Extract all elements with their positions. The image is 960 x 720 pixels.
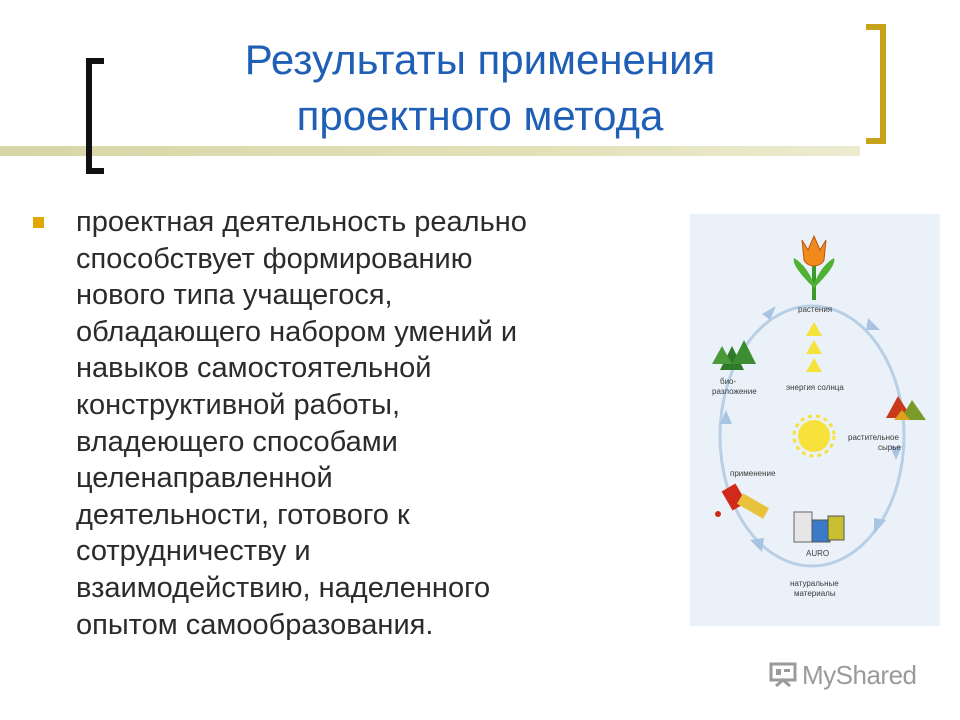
watermark [768, 660, 938, 690]
paint-cans-icon [794, 512, 844, 542]
watermark-text: MyShared [802, 660, 917, 690]
label-plants: растения [798, 305, 833, 314]
sun-icon [794, 416, 834, 456]
body-line: проектная деятельность реально [76, 206, 527, 238]
label-sun-energy: энергия солнца [786, 383, 844, 392]
lifecycle-diagram-svg [690, 214, 940, 626]
paint-brush-icon [715, 483, 769, 518]
presentation-board-icon [768, 662, 798, 688]
label-brand: AURO [806, 549, 830, 558]
body-line: конструктивной работы, [76, 388, 401, 421]
sun-ray-triangle-icon [806, 358, 822, 372]
body-line: опытом самообразования. [76, 608, 434, 641]
trees-icon [712, 340, 756, 370]
right-bracket-decoration [866, 24, 886, 144]
label-raw-1: растительное [848, 433, 899, 442]
label-application: применение [730, 469, 776, 478]
body-line: обладающего набором умений и [76, 315, 518, 348]
bullet-text [76, 204, 676, 643]
title-underline [0, 146, 860, 156]
lifecycle-diagram [690, 214, 940, 626]
bullet-square-icon [33, 217, 44, 228]
sun-ray-triangle-icon [806, 340, 822, 354]
slide-title [130, 32, 830, 144]
body-line: целенаправленной [76, 462, 333, 495]
body-line: навыков самостоятельной [76, 352, 432, 385]
flower-icon [794, 236, 835, 300]
title-line-1: Результаты применения [244, 36, 716, 83]
left-bracket-decoration [86, 58, 104, 174]
cycle-arrow-icon [874, 518, 886, 534]
body-line: нового типа учащегося, [76, 279, 393, 312]
body-line: владеющего способами [76, 425, 398, 458]
body-line: взаимодействию, наделенного [76, 571, 491, 604]
body-line: деятельности, готового к [76, 498, 410, 531]
label-bio-2: разложение [712, 387, 757, 396]
label-natural-2: материалы [794, 589, 836, 598]
body-line: способствует формированию [76, 242, 473, 275]
label-raw-2: сырье [878, 443, 901, 452]
title-line-2: проектного метода [296, 92, 664, 139]
sun-ray-triangle-icon [806, 322, 822, 336]
cycle-arrow-icon [750, 538, 764, 552]
label-natural-1: натуральные [790, 579, 839, 588]
raw-material-piles-icon [886, 396, 926, 420]
body-line: сотрудничеству и [76, 535, 311, 568]
label-bio-1: био- [720, 377, 737, 386]
cycle-arrow-icon [866, 318, 880, 330]
